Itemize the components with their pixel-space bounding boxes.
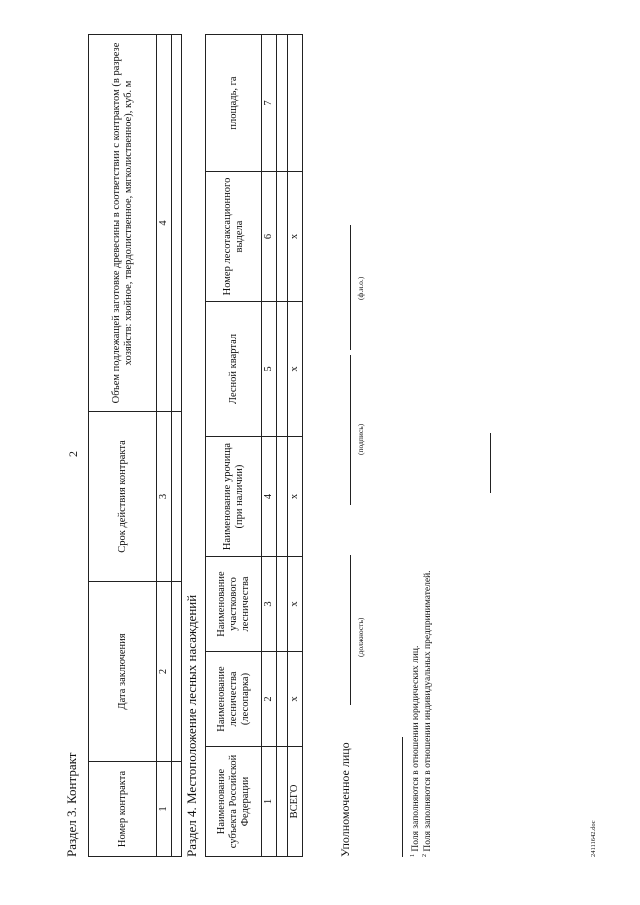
header-forestry: Наименование лесничества (лесопарка) [206, 652, 262, 747]
section4-title: Раздел 4. Местоположение лесных насаждений [184, 594, 199, 857]
location-table [205, 34, 303, 857]
col-number: 4 [262, 437, 277, 557]
signature-caption: (подпись) [356, 423, 365, 455]
data-cell [277, 302, 288, 437]
total-cell: x [288, 437, 303, 557]
signature-line [350, 355, 351, 505]
footnote-2-mark: 2 [422, 854, 428, 857]
data-cell [172, 582, 182, 762]
total-label: ВСЕГО [288, 747, 303, 857]
data-cell [172, 35, 182, 412]
col-number: 3 [157, 412, 172, 582]
total-cell: x [288, 302, 303, 437]
total-cell [288, 35, 303, 172]
col-number: 1 [262, 747, 277, 857]
col-number: 2 [262, 652, 277, 747]
data-cell [277, 172, 288, 302]
total-cell: x [288, 172, 303, 302]
footnote-separator [402, 737, 403, 857]
header-allotment: Номер лесотаксационного выдела [206, 172, 262, 302]
position-line [350, 555, 351, 705]
header-area: площадь, га [206, 35, 262, 172]
total-cell: x [288, 652, 303, 747]
header-contract-term: Срок действия контракта [89, 412, 157, 582]
footnote-1-text: Поля заполняются в отношении юридических лиц. [411, 645, 422, 852]
header-district-forestry: Наименование участкового лесничества [206, 557, 262, 652]
header-region: Наименование субъекта Российской Федерации [206, 747, 262, 857]
data-cell [277, 747, 288, 857]
header-wood-volume: Объем подлежащей заготовке древесины в соответствии с контрактом (в разрезе хозяйств: хвойное, твердолиственное, мягколиственное), куб. м [89, 35, 157, 412]
name-line [350, 225, 351, 350]
authorized-person-label: Уполномоченное лицо [338, 742, 352, 857]
data-cell [277, 35, 288, 172]
footnote-1-mark: 1 [410, 854, 416, 857]
col-number: 3 [262, 557, 277, 652]
data-cell [277, 652, 288, 747]
col-number: 2 [157, 582, 172, 762]
col-number: 4 [157, 35, 172, 412]
total-cell: x [288, 557, 303, 652]
section3-title: Раздел 3. Контракт [64, 752, 79, 857]
contract-table [88, 34, 182, 857]
col-number: 7 [262, 35, 277, 172]
header-forest-quarter: Лесной квартал [206, 302, 262, 437]
header-contract-date: Дата заключения [89, 582, 157, 762]
page-number: 2 [66, 451, 80, 457]
col-number: 1 [157, 762, 172, 857]
footnote-separator-right [490, 433, 491, 493]
file-code: 24111642.doc [590, 820, 597, 857]
footnote-2-text: Поля заполняются в отношении индивидуальных предпринимателей. [423, 570, 434, 852]
col-number: 6 [262, 172, 277, 302]
header-contract-number: Номер контракта [89, 762, 157, 857]
name-caption: (ф.и.о.) [356, 276, 365, 300]
header-tract: Наименование урочища (при наличии) [206, 437, 262, 557]
data-cell [277, 557, 288, 652]
position-caption: (должность) [356, 617, 365, 657]
col-number: 5 [262, 302, 277, 437]
footnote-2 [420, 570, 434, 857]
data-cell [172, 762, 182, 857]
data-cell [172, 412, 182, 582]
data-cell [277, 437, 288, 557]
